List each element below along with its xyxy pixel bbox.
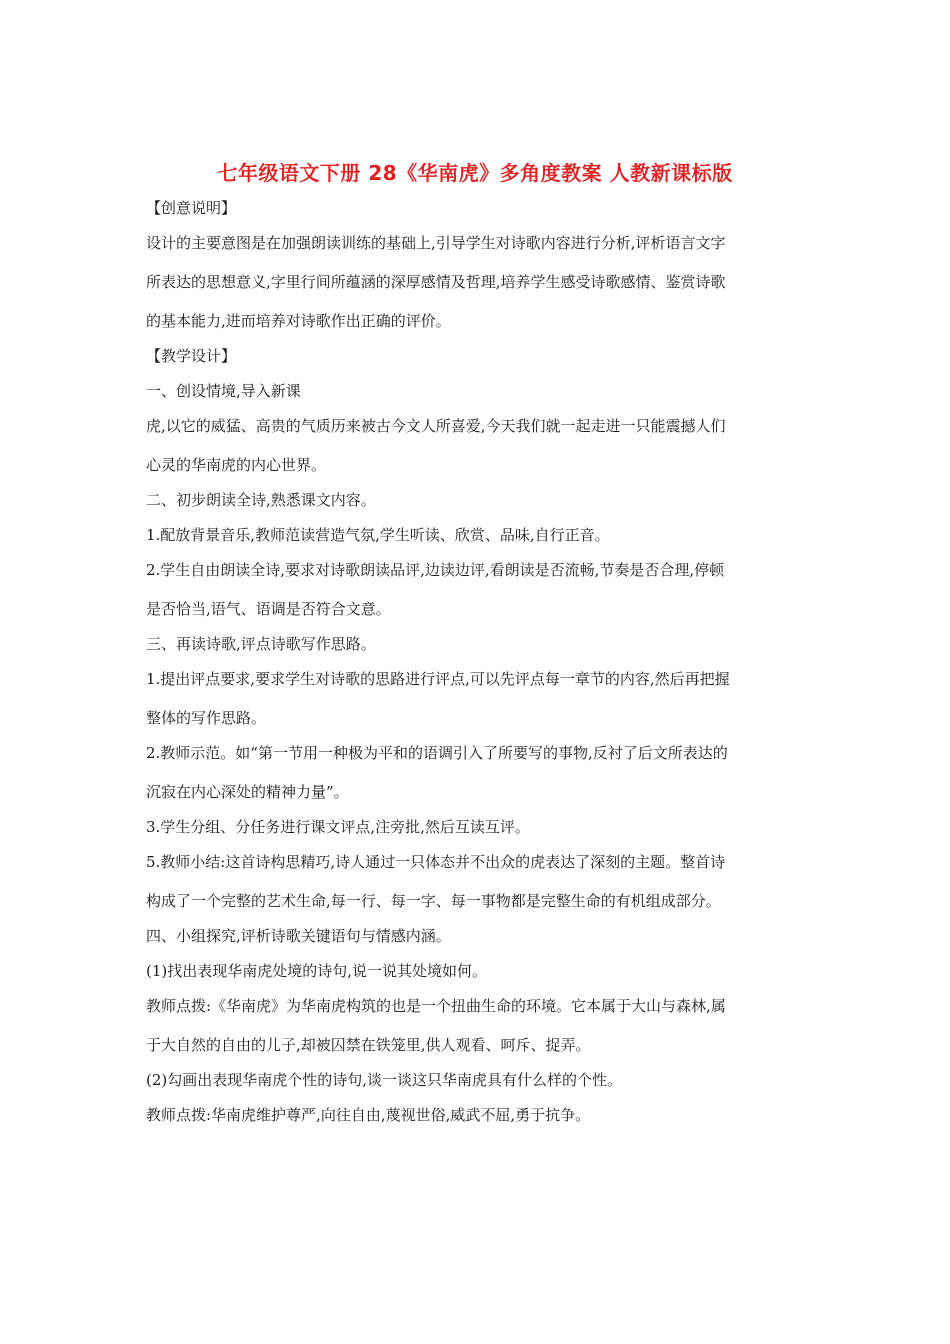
paragraph-line: 心灵的华南虎的内心世界。 [146,456,327,474]
paragraph-line: 设计的主要意图是在加强朗读训练的基础上,引导学生对诗歌内容进行分析,评析语言文字 [146,234,726,252]
list-item: (1)找出表现华南虎处境的诗句,说一说其处境如何。 [146,962,488,980]
list-item-continuation: 是否恰当,语气、语调是否符合文意。 [146,600,391,618]
document-title: 七年级语文下册 28《华南虎》多角度教案 人教新课标版 [217,161,733,185]
section-heading-design: 【教学设计】 [146,347,237,365]
step-heading: 三、再读诗歌,评点诗歌写作思路。 [146,635,376,653]
list-item: 3.学生分组、分任务进行课文评点,注旁批,然后互读互评。 [146,818,530,836]
list-item-continuation: 构成了一个完整的艺术生命,每一行、每一字、每一事物都是完整生命的有机组成部分。 [146,892,721,910]
list-item-continuation: 沉寂在内心深处的精神力量”。 [146,783,349,801]
document-body [146,196,810,1138]
step-heading: 二、初步朗读全诗,熟悉课文内容。 [146,491,376,509]
list-item: 1.配放背景音乐,教师范读营造气氛,学生听读、欣赏、品味,自行正音。 [146,526,610,544]
section-heading-creative: 【创意说明】 [146,199,237,217]
paragraph-line: 教师点拨:《华南虎》为华南虎构筑的也是一个扭曲生命的环境。它本属于大山与森林,属 [146,997,726,1015]
paragraph-line: 的基本能力,进而培养对诗歌作出正确的评价。 [146,312,451,330]
list-item: 5.教师小结:这首诗构思精巧,诗人通过一只体态并不出众的虎表达了深刻的主题。整首诗 [146,853,726,871]
step-heading: 四、小组探究,评析诗歌关键语句与情感内涵。 [146,927,451,945]
paragraph-line: 虎,以它的威猛、高贵的气质历来被古今文人所喜爱,今天我们就一起走进一只能震撼人们 [146,417,726,435]
list-item-continuation: 整体的写作思路。 [146,709,267,727]
list-item: (2)勾画出表现华南虎个性的诗句,谈一谈这只华南虎具有什么样的个性。 [146,1071,623,1089]
list-item: 2.教师示范。如“第一节用一种极为平和的语调引入了所要写的事物,反衬了后文所表达的 [146,744,728,762]
paragraph-line: 于大自然的自由的儿子,却被囚禁在铁笼里,供人观看、呵斥、捉弄。 [146,1036,591,1054]
paragraph-line: 教师点拨:华南虎维护尊严,向往自由,蔑视世俗,威武不屈,勇于抗争。 [146,1106,591,1124]
paragraph-line: 所表达的思想意义,字里行间所蕴涵的深厚感情及哲理,培养学生感受诗歌感情、鉴赏诗歌 [146,273,726,291]
step-heading: 一、创设情境,导入新课 [146,382,301,400]
list-item: 2.学生自由朗读全诗,要求对诗歌朗读品评,边读边评,看朗读是否流畅,节奏是否合理,停顿 [146,561,725,579]
list-item: 1.提出评点要求,要求学生对诗歌的思路进行评点,可以先评点每一章节的内容,然后再把握 [146,670,730,688]
